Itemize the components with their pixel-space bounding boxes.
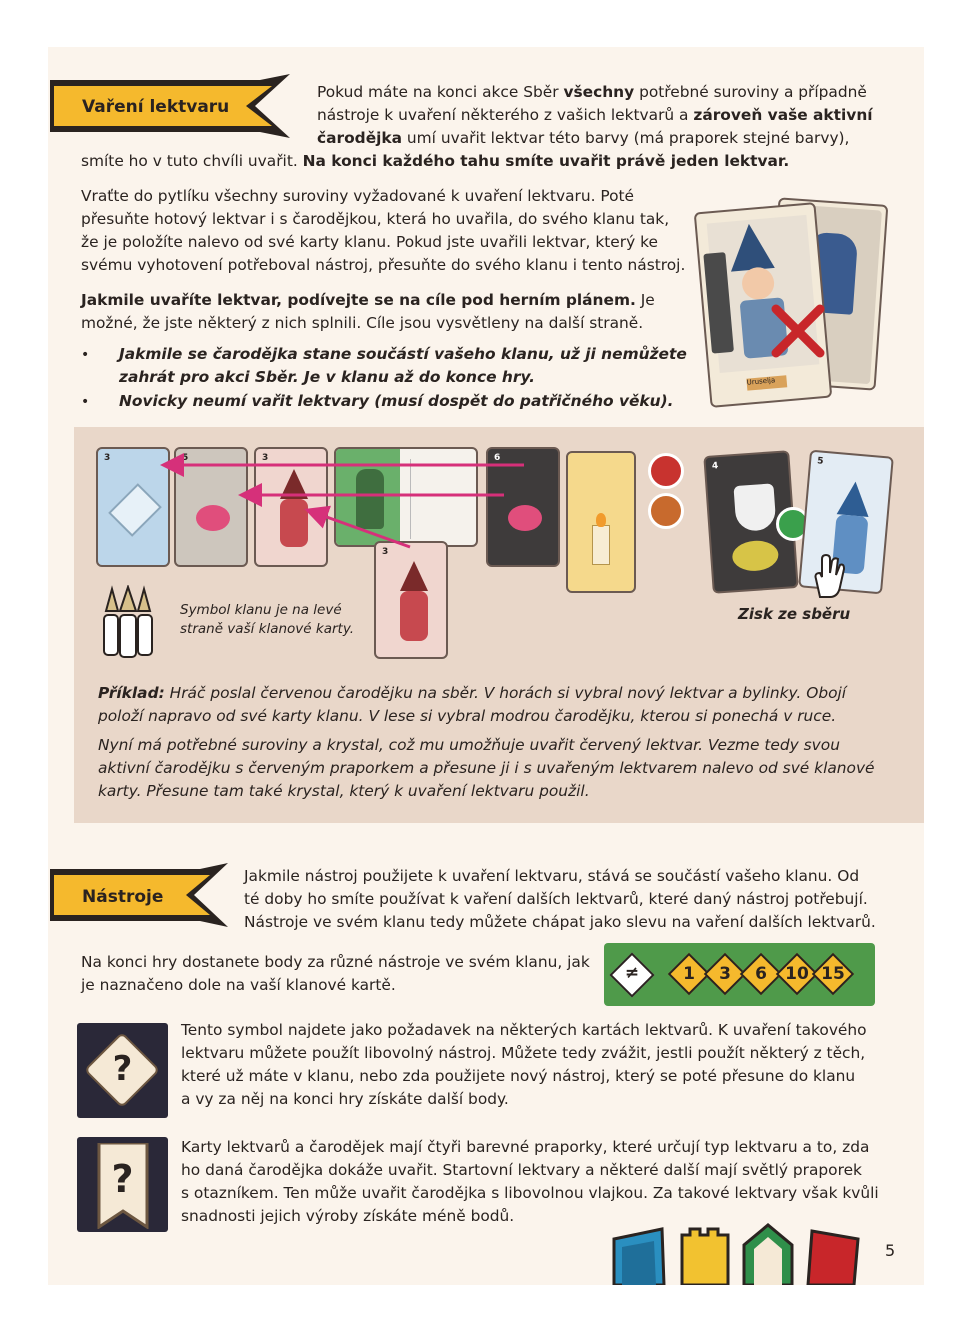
section-title-nastroje: Nástroje xyxy=(82,887,164,907)
example-line-4: aktivní čarodějku s červeným praporkem a přesune ji i s uvařeným lektvarem nalevo od své klanové xyxy=(98,759,875,777)
para2-line-3: že je položíte nalevo od své karty klanu. Pokud jste uvařili lektvar, který ke xyxy=(81,233,658,251)
card-number: 5 xyxy=(182,453,189,463)
symbol-para-1: Tento symbol najdete jako požadavek na některých kartách lektvarů. K uvaření takového xyxy=(181,1021,867,1039)
para2-line-2: přesuňte hotový lektvar i s čarodějkou, která ho uvařila, do svého klanu tak, xyxy=(81,210,670,228)
question-mark-icon: ? xyxy=(111,1157,134,1201)
intro-line-1: Pokud máte na konci akce Sběr všechny potřebné suroviny a případně xyxy=(317,83,867,101)
bullet-marker: • xyxy=(81,394,90,410)
tool-symbol-image xyxy=(77,1023,168,1118)
flag-para-3: s otazníkem. Ten může uvařit čarodějka s libovolnou vlajkou. Za takové lektvary však kvůli xyxy=(181,1184,879,1202)
different-tools-symbol: ≠ xyxy=(624,963,640,983)
clan-symbol-icon xyxy=(98,585,158,659)
witch-card-illustration xyxy=(700,197,890,409)
colored-flags-decoration xyxy=(608,1223,868,1285)
card-number: 3 xyxy=(382,547,389,557)
example-box xyxy=(74,427,924,823)
gain-caption: Zisk ze sběru xyxy=(738,605,851,623)
flag-symbol-image xyxy=(77,1137,168,1232)
example-line-1: Příklad: Hráč poslal červenou čarodějku na sběr. V horách si vybral nový lektvar a bylinky. Obojí xyxy=(98,684,847,702)
bullet-1-line-1: Jakmile se čarodějka stane součástí vašeho klanu, už ji nemůžete xyxy=(119,345,687,363)
para2-line-4: svému vyhotovení potřeboval nástroj, přesuňte do svého klanu i tento nástroj. xyxy=(81,256,686,274)
card-number: 3 xyxy=(104,453,111,463)
scoring-text-1: Na konci hry dostanete body za různé nástroje ve svém klanu, jak xyxy=(81,953,590,971)
card-number: 3 xyxy=(262,453,269,463)
bullet-marker: • xyxy=(81,347,90,363)
tools-intro-1: Jakmile nástroj použijete k uvaření lektvaru, stává se součástí vašeho klanu. Od xyxy=(244,867,860,885)
bullet-1-line-2: zahrát pro akci Sběr. Je v klanu až do konce hry. xyxy=(119,368,535,386)
score-value: 3 xyxy=(719,964,731,984)
example-line-2: položí napravo od své karty klanu. V lese si vybral modrou čarodějku, kterou si ponechá v ruce. xyxy=(98,707,837,725)
symbol-para-2: lektvaru můžete použít libovolný nástroj. Můžete tedy zvážit, jestli použít některý z těch, xyxy=(181,1044,866,1062)
example-line-5: karty. Přesune tam také krystal, který k uvaření lektvaru použil. xyxy=(98,782,590,800)
cross-icon xyxy=(768,301,828,361)
question-mark-icon: ? xyxy=(112,1049,133,1089)
clan-caption-2: straně vaší klanové karty. xyxy=(180,621,355,637)
intro-line-4: smíte ho v tuto chvíli uvařit. Na konci každého tahu smíte uvařit právě jeden lektvar. xyxy=(81,152,790,170)
para3-line-2: možné, že jste některý z nich splnili. Cíle jsou vysvětleny na další straně. xyxy=(81,314,644,332)
tool-scoring-bar xyxy=(604,943,875,1006)
score-value: 10 xyxy=(785,964,809,984)
symbol-para-4: a vy za něj na konci hry získáte další body. xyxy=(181,1090,509,1108)
symbol-para-3: které už máte v klanu, nebo zda použijete nový nástroj, který se poté přesune do klanu xyxy=(181,1067,856,1085)
para3-line-1: Jakmile uvaříte lektvar, podívejte se na cíle pod herním plánem. Je xyxy=(81,291,655,309)
flag-para-1: Karty lektvarů a čarodějek mají čtyři barevné praporky, které určují typ lektvaru a to, zda xyxy=(181,1138,870,1156)
card-name-label: Uruselja xyxy=(746,375,787,390)
card-number: 4 xyxy=(711,461,719,472)
card-number: 5 xyxy=(816,456,824,467)
flag-para-2: ho daná čarodějka dokáže uvařit. Startovní lektvary a některé další mají světlý praporek xyxy=(181,1161,862,1179)
page-number: 5 xyxy=(885,1241,896,1260)
section-title-vareni: Vaření lektvaru xyxy=(82,97,230,117)
page xyxy=(48,47,924,1285)
clan-caption-1: Symbol klanu je na levé xyxy=(180,602,342,618)
score-value: 1 xyxy=(683,964,695,984)
tools-intro-2: té doby ho smíte používat k vaření dalších lektvarů, které daný nástroj potřebují. xyxy=(244,890,868,908)
para2-line-1: Vraťte do pytlíku všechny suroviny vyžadované k uvaření lektvaru. Poté xyxy=(81,187,635,205)
bullet-2-line-1: Novicky neumí vařit lektvary (musí dospět do patřičného věku). xyxy=(119,392,674,410)
intro-line-2: nástroje k uvaření některého z vašich lektvarů a zároveň vaše aktivní xyxy=(317,106,873,124)
flag-para-4: snadnosti jejich výroby získáte méně bodů. xyxy=(181,1207,515,1225)
scoring-text-2: je naznačeno dole na vaší klanové kartě. xyxy=(81,976,396,994)
tools-intro-3: Nástroje ve svém klanu tedy můžete chápat jako slevu na vaření dalších lektvarů. xyxy=(244,913,876,931)
score-value: 6 xyxy=(755,964,767,984)
card-number: 6 xyxy=(494,453,501,463)
intro-line-3: čarodějka umí uvařit lektvar této barvy (má praporek stejné barvy), xyxy=(317,129,850,147)
example-line-3: Nyní má potřebné suroviny a krystal, což mu umožňuje uvařit červený lektvar. Vezme tedy svou xyxy=(98,736,840,754)
score-value: 15 xyxy=(821,964,845,984)
